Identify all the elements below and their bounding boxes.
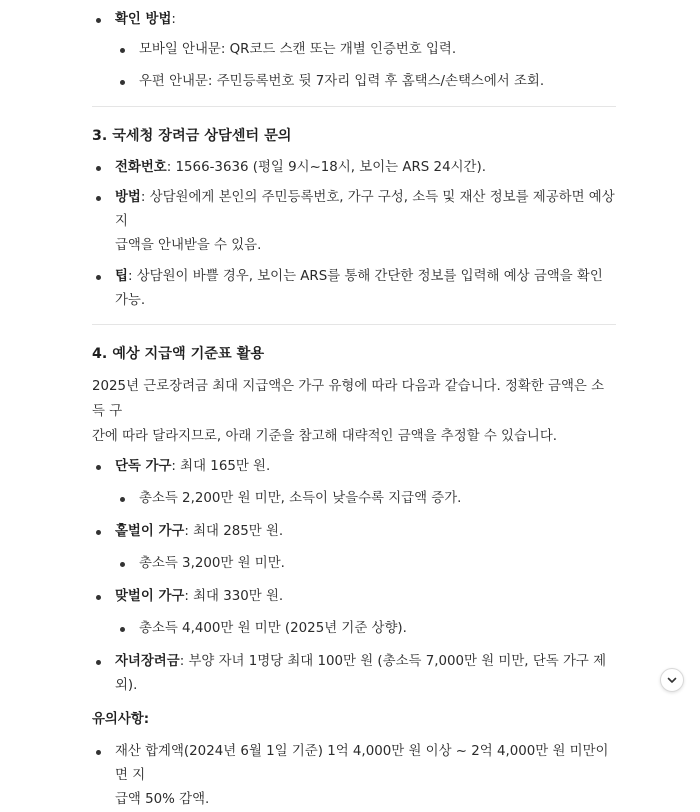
bullet [96, 465, 101, 470]
one-earner-text: : 최대 285만 원. [184, 524, 284, 539]
method-text-2: 급액을 안내받을 수 있음. [115, 238, 262, 253]
note-1-text-1: 재산 합계액(2024년 6월 1일 기준) 1억 4,000만 원 이상 ~ 2억 4,000만 원 미만이면 지 [115, 744, 609, 783]
bullet [120, 80, 125, 85]
bullet [120, 627, 125, 632]
list-item-mail [92, 70, 616, 94]
bullet [96, 196, 101, 201]
confirm-method-label: 확인 방법 [115, 12, 172, 27]
message-content [92, 8, 616, 812]
section-4-intro-1: 2025년 근로장려금 최대 지급액은 가구 유형에 따라 다음과 같습니다. 정확한 금액은 소득 구 [92, 379, 605, 419]
bullet [96, 166, 101, 171]
list-item-note-1-cont [92, 788, 616, 812]
tip-text: : 상담원이 바쁠 경우, 보이는 ARS를 통해 간단한 정보를 입력해 예상 금액을 확인 가능. [115, 269, 603, 308]
bullet [96, 18, 101, 23]
bullet [96, 595, 101, 600]
two-earner-sub-text: 총소득 4,400만 원 미만 (2025년 기준 상향). [139, 621, 407, 636]
phone-text: : 1566-3636 (평일 9시~18시, 보이는 ARS 24시간). [166, 160, 486, 175]
section-4-heading: 4. 예상 지급액 기준표 활용 [92, 346, 265, 362]
child-text: : 부양 자녀 1명당 최대 100만 원 (총소득 7,000만 원 미만, 단독 가구 제외). [115, 654, 607, 693]
scroll-to-bottom-button[interactable] [660, 668, 684, 692]
list-item-one-earner [92, 520, 616, 544]
mail-notice-text: 우편 안내문: 주민등록번호 뒷 7자리 입력 후 홈택스/손택스에서 조회. [139, 74, 545, 89]
bullet [96, 275, 101, 280]
list-item-two-earner-sub [92, 617, 616, 641]
bullet [96, 750, 101, 755]
single-sub-text: 총소득 2,200만 원 미만, 소득이 낮을수록 지급액 증가. [139, 491, 462, 506]
list-item-single [92, 455, 616, 479]
method-label: 방법 [115, 190, 141, 205]
bullet [96, 660, 101, 665]
divider [92, 324, 616, 325]
bullet [120, 497, 125, 502]
list-item-tip [92, 265, 616, 313]
list-item-confirm-method [92, 8, 616, 32]
list-item-mobile [92, 38, 616, 62]
list-item-phone [92, 156, 616, 180]
list-item-two-earner [92, 585, 616, 609]
two-earner-text: : 최대 330만 원. [184, 589, 284, 604]
chevron-down-icon [666, 674, 678, 686]
note-1-text-2: 급액 50% 감액. [115, 792, 210, 807]
child-label: 자녀장려금 [115, 654, 180, 669]
list-item-method-cont [92, 234, 616, 258]
one-earner-sub-text: 총소득 3,200만 원 미만. [139, 556, 285, 571]
list-item-method [92, 186, 616, 234]
list-item-note-1 [92, 740, 616, 788]
method-text-1: : 상담원에게 본인의 주민등록번호, 가구 구성, 소득 및 재산 정보를 제공하면 예상 지 [115, 190, 615, 229]
confirm-method-colon: : [171, 12, 176, 27]
section-3-heading: 3. 국세청 장려금 상담센터 문의 [92, 128, 292, 144]
list-item-single-sub [92, 487, 616, 511]
bullet [120, 48, 125, 53]
phone-label: 전화번호 [115, 160, 167, 175]
divider [92, 106, 616, 107]
one-earner-label: 홑벌이 가구 [115, 524, 185, 539]
list-item-child [92, 650, 616, 698]
single-text: : 최대 165만 원. [171, 459, 271, 474]
tip-label: 팁 [115, 269, 128, 284]
mobile-notice-text: 모바일 안내문: QR코드 스캔 또는 개별 인증번호 입력. [139, 42, 457, 57]
two-earner-label: 맞벌이 가구 [115, 589, 185, 604]
list-item-one-earner-sub [92, 552, 616, 576]
section-4-intro-2: 간에 따라 달라지므로, 아래 기준을 참고해 대략적인 금액을 추정할 수 있습니다. [92, 429, 558, 444]
bullet [96, 530, 101, 535]
notes-heading: 유의사항: [92, 712, 150, 727]
bullet [120, 562, 125, 567]
single-label: 단독 가구 [115, 459, 172, 474]
